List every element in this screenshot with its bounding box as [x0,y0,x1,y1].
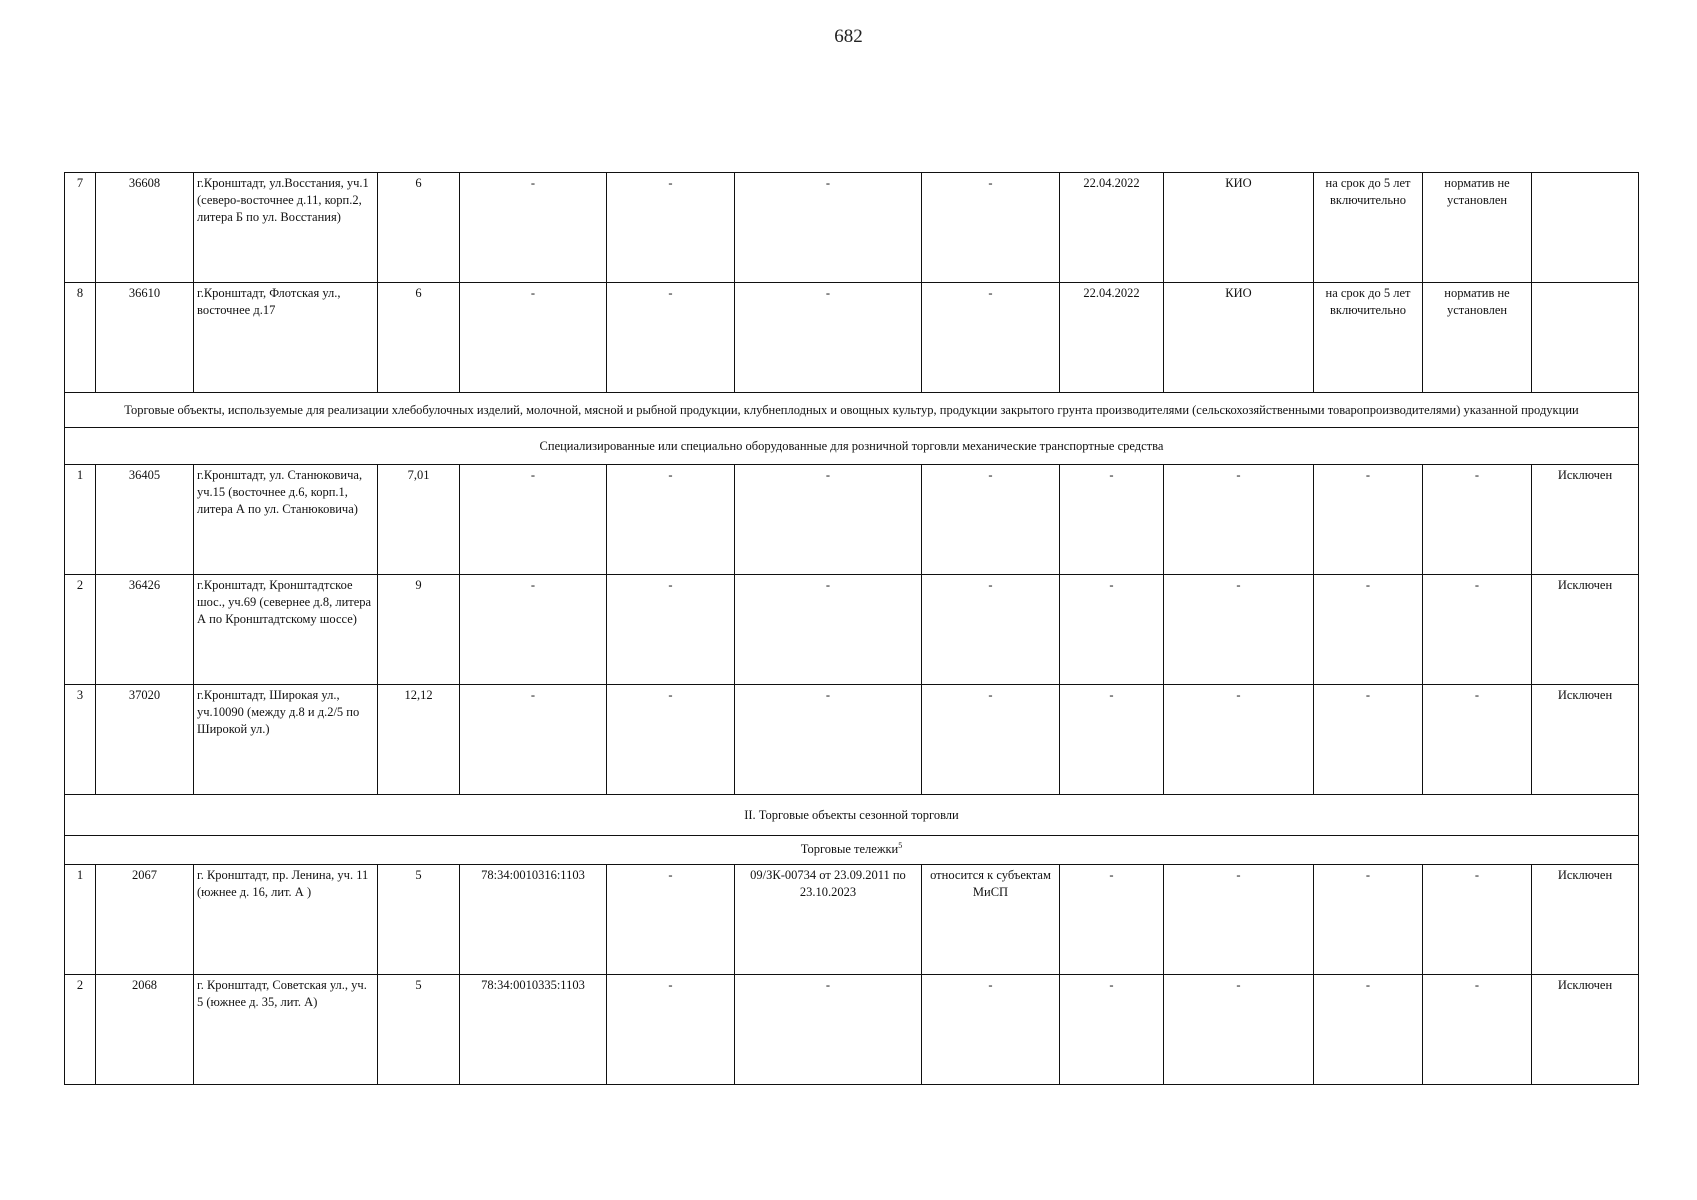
note: Исключен [1532,865,1639,975]
norm: - [1423,685,1532,795]
note: Исключен [1532,685,1639,795]
inclusion-date: - [1060,865,1164,975]
object-area: 6 [378,173,460,283]
object-id: 37020 [96,685,194,795]
placement-term: - [1314,685,1423,795]
section-heading: Торговые объекты, используемые для реализации хлебобулочных изделий, молочной, мясной и рыбной продукции, клубнеплодных и овощных культур, продукции закрытого грунта производителями (сельскохозяйственными товаропроизводителями) указанной продукции [65,393,1639,428]
authority: - [1164,865,1314,975]
cadastral-number: - [460,173,607,283]
cadastral-number: 78:34:0010335:1103 [460,975,607,1085]
object-area: 7,01 [378,465,460,575]
subsection-heading-row [65,428,1639,465]
row-number: 8 [65,283,96,393]
page-number: 682 [834,26,863,47]
smsp-status: - [922,173,1060,283]
table-row [65,575,1639,685]
object-id: 2068 [96,975,194,1085]
smsp-status: относится к субъектам МиСП [922,865,1060,975]
object-area: 6 [378,283,460,393]
table-row [65,173,1639,283]
authority: - [1164,575,1314,685]
inclusion-date: 22.04.2022 [1060,283,1164,393]
norm: - [1423,465,1532,575]
object-address: г. Кронштадт, пр. Ленина, уч. 11 (южнее д. 16, лит. А ) [194,865,378,975]
cadastral-number: - [460,575,607,685]
contract-info: - [735,283,922,393]
object-area: 5 [378,975,460,1085]
object-id: 36608 [96,173,194,283]
table-row [65,975,1639,1085]
object-id: 2067 [96,865,194,975]
inclusion-date: - [1060,465,1164,575]
object-id: 36426 [96,575,194,685]
authority: КИО [1164,173,1314,283]
contract-info: - [735,575,922,685]
trade-objects-table [64,172,1639,1085]
contract-info: - [735,975,922,1085]
contract-info: 09/ЗК-00734 от 23.09.2011 по 23.10.2023 [735,865,922,975]
cadastral-number: - [460,283,607,393]
object-area: 9 [378,575,460,685]
object-address: г.Кронштадт, ул. Станюковича, уч.15 (восточнее д.6, корп.1, литера А по ул. Станюковича) [194,465,378,575]
smsp-status: - [922,465,1060,575]
note: Исключен [1532,465,1639,575]
smsp-status: - [922,975,1060,1085]
column-6-value: - [607,975,735,1085]
column-6-value: - [607,283,735,393]
placement-term: - [1314,575,1423,685]
smsp-status: - [922,685,1060,795]
placement-term: - [1314,975,1423,1085]
contract-info: - [735,465,922,575]
authority: - [1164,685,1314,795]
note [1532,283,1639,393]
footnote-marker: 5 [898,841,903,851]
table-row [65,465,1639,575]
inclusion-date: 22.04.2022 [1060,173,1164,283]
carts-heading-text: Торговые тележки [800,842,899,857]
column-6-value: - [607,575,735,685]
inclusion-date: - [1060,685,1164,795]
cadastral-number: - [460,685,607,795]
object-address: г.Кронштадт, Флотская ул., восточнее д.17 [194,283,378,393]
row-number: 7 [65,173,96,283]
object-address: г.Кронштадт, Широкая ул., уч.10090 (между д.8 и д.2/5 по Широкой ул.) [194,685,378,795]
cadastral-number: - [460,465,607,575]
norm: норматив не установлен [1423,173,1532,283]
note: Исключен [1532,575,1639,685]
carts-heading-row [65,836,1639,865]
object-id: 36405 [96,465,194,575]
authority: - [1164,465,1314,575]
smsp-status: - [922,283,1060,393]
placement-term: - [1314,465,1423,575]
contract-info: - [735,685,922,795]
row-number: 1 [65,465,96,575]
carts-heading [65,836,1639,865]
object-id: 36610 [96,283,194,393]
column-6-value: - [607,865,735,975]
contract-info: - [735,173,922,283]
norm: - [1423,975,1532,1085]
authority: - [1164,975,1314,1085]
object-address: г.Кронштадт, ул.Восстания, уч.1 (северо-восточнее д.11, корп.2, литера Б по ул. Восстания) [194,173,378,283]
column-6-value: - [607,465,735,575]
norm: - [1423,865,1532,975]
table-row [65,283,1639,393]
row-number: 2 [65,975,96,1085]
object-address: г.Кронштадт, Кронштадтское шос., уч.69 (севернее д.8, литера А по Кронштадтскому шоссе) [194,575,378,685]
object-address: г. Кронштадт, Советская ул., уч. 5 (южнее д. 35, лит. А) [194,975,378,1085]
part-heading-row [65,795,1639,836]
placement-term: - [1314,865,1423,975]
cadastral-number: 78:34:0010316:1103 [460,865,607,975]
row-number: 1 [65,865,96,975]
table-row [65,865,1639,975]
norm: норматив не установлен [1423,283,1532,393]
norm: - [1423,575,1532,685]
subsection-heading: Специализированные или специально оборудованные для розничной торговли механические транспортные средства [65,428,1639,465]
note: Исключен [1532,975,1639,1085]
part-heading: II. Торговые объекты сезонной торговли [65,795,1639,836]
inclusion-date: - [1060,975,1164,1085]
inclusion-date: - [1060,575,1164,685]
column-6-value: - [607,173,735,283]
placement-term: на срок до 5 лет включительно [1314,173,1423,283]
column-6-value: - [607,685,735,795]
row-number: 3 [65,685,96,795]
authority: КИО [1164,283,1314,393]
object-area: 5 [378,865,460,975]
placement-term: на срок до 5 лет включительно [1314,283,1423,393]
note [1532,173,1639,283]
smsp-status: - [922,575,1060,685]
table-row [65,685,1639,795]
row-number: 2 [65,575,96,685]
section-heading-row [65,393,1639,428]
object-area: 12,12 [378,685,460,795]
